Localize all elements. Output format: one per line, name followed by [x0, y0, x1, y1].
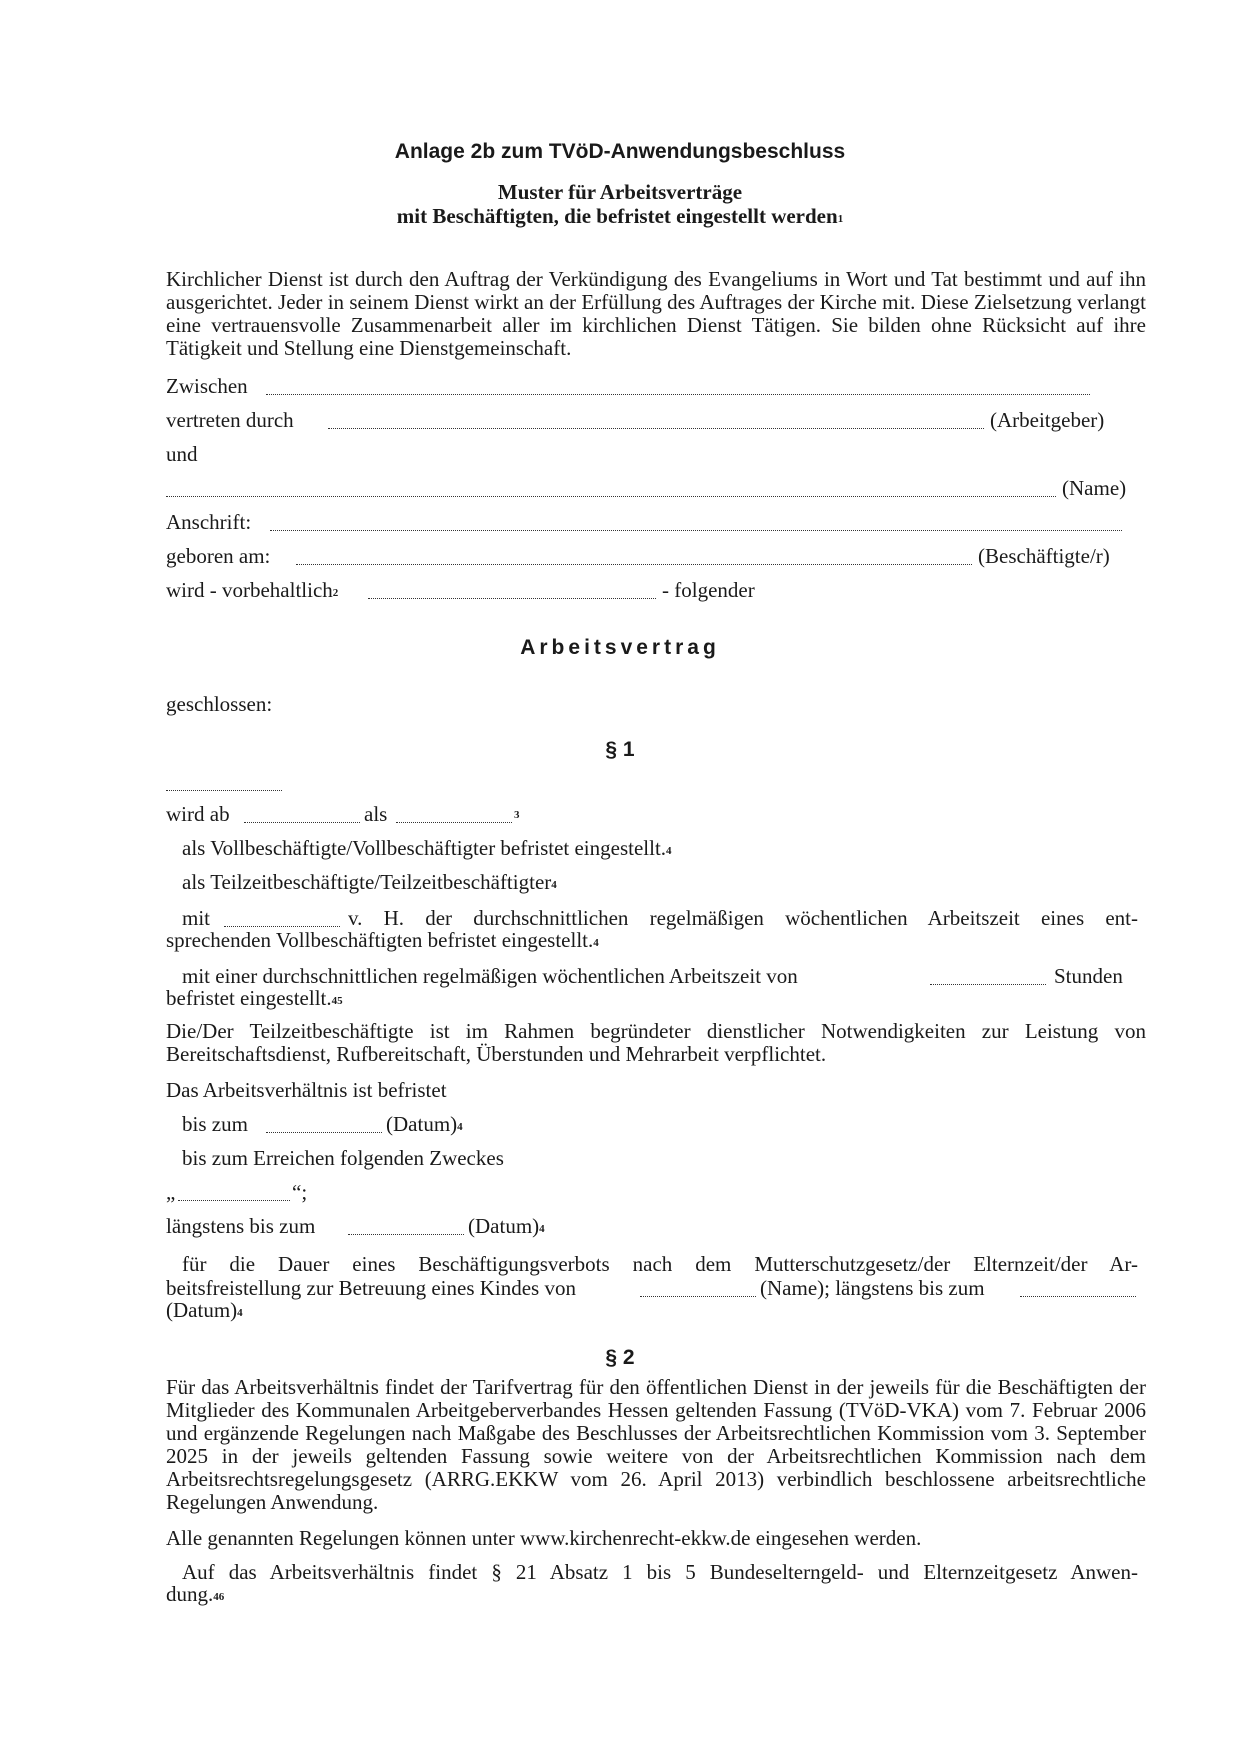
- field-until-date[interactable]: [1020, 1296, 1136, 1297]
- label-folgender: - folgender: [662, 578, 755, 602]
- label-geboren-am: geboren am:: [166, 544, 271, 568]
- label-befristet: Das Arbeitsverhältnis ist befristet: [166, 1078, 447, 1102]
- footnote-marker: 46: [213, 1591, 225, 1603]
- footnote-marker: 4: [593, 937, 599, 949]
- footnote-marker: 4: [666, 845, 672, 857]
- field-percentage[interactable]: [224, 926, 340, 927]
- text-stunden-line2: befristet eingestellt.45: [166, 986, 343, 1010]
- label-stunden: Stunden: [1054, 964, 1123, 988]
- field-start-date[interactable]: [244, 822, 360, 823]
- footnote-marker: 4: [551, 879, 557, 891]
- label-bis-zum: bis zum: [182, 1112, 248, 1136]
- label-laengstens: längstens bis zum: [166, 1214, 316, 1238]
- text-dauer-line3: (Datum)4: [166, 1298, 243, 1322]
- teilzeit-paragraph: Die/Der Teilzeitbeschäftigte ist im Rahmen begründeter dienstlicher Notwendigkeiten zur Leistung von Bereitschaftsdienst, Rufbereitschaft, Überstunden und Mehrarbeit verpflichtet.: [166, 1019, 1146, 1066]
- label-als: als: [364, 802, 388, 826]
- footnote-marker: 1: [837, 213, 844, 225]
- field-geboren-am[interactable]: [296, 564, 972, 565]
- quote-close: “;: [292, 1180, 308, 1204]
- field-max-date[interactable]: [348, 1234, 464, 1235]
- text-vh-line1: v. H. der durchschnittlichen regelmäßigen wöchentlichen Arbeitszeit eines ent-: [348, 906, 1138, 930]
- field-anschrift[interactable]: [270, 530, 1122, 531]
- label-zweck: bis zum Erreichen folgenden Zweckes: [182, 1146, 504, 1170]
- field-vorbehaltlich[interactable]: [368, 598, 656, 599]
- section-2-paragraph-2: Alle genannten Regelungen können unter www.kirchenrecht-ekkw.de eingesehen werden.: [166, 1526, 922, 1550]
- document-subtitle-line1: Muster für Arbeitsverträge: [497, 180, 743, 204]
- section-2-paragraph-3-line2: dung.46: [166, 1582, 225, 1606]
- footnote-marker: 2: [332, 587, 339, 599]
- field-name[interactable]: [166, 496, 1056, 497]
- footnote-marker: 4: [237, 1307, 243, 1319]
- text-stunden-line1: mit einer durchschnittlichen regelmäßigen wöchentlichen Arbeitszeit von: [182, 964, 798, 988]
- label-wird-vorbehaltlich: wird - vorbehaltlich2: [166, 578, 339, 602]
- text-vh-line2: sprechenden Vollbeschäftigten befristet eingestellt.4: [166, 928, 599, 952]
- label-und: und: [166, 442, 198, 466]
- label-zwischen: Zwischen: [166, 374, 248, 398]
- label-laengstens-datum: (Datum)4: [468, 1214, 545, 1238]
- footnote-marker: 4: [539, 1223, 545, 1235]
- field-position[interactable]: [396, 822, 512, 823]
- document-subtitle-line2: mit Beschäftigten, die befristet eingestellt werden1: [396, 204, 844, 228]
- section-2-paragraph-1: Für das Arbeitsverhältnis findet der Tarifvertrag für den öffentlichen Dienst in der jeweils für die Beschäftigten der Mitglieder des Kommunalen Arbeitgeberverbandes Hessen geltenden Fassung (TVöD-VKA) vom 7. Februar 2006 und ergänzende Regelungen nach Maßgabe des Beschlusses der Arbeitsrechtlichen Kommission vom 3. September 2025 in der jeweils geltenden Fassung sowie weitere von der Arbeitsrechtlichen Kommission nach dem Arbeitsrechtsregelungsgesetz (ARRG.EKKW vom 26. April 2013) verbindlich beschlossene arbeitsrechtliche Regelungen Anwendung.: [166, 1375, 1146, 1514]
- field-hours[interactable]: [930, 984, 1046, 985]
- footnote-3: 3: [514, 809, 520, 821]
- label-wird-ab: wird ab: [166, 802, 230, 826]
- label-anschrift: Anschrift:: [166, 510, 252, 534]
- label-mit: mit: [182, 906, 211, 930]
- option-teilzeitbeschaeftigt: als Teilzeitbeschäftigte/Teilzeitbeschäftigter4: [182, 870, 557, 894]
- section-1-heading: § 1: [605, 738, 635, 761]
- text-dauer-line2a: beitsfreistellung zur Betreuung eines Kindes von: [166, 1276, 576, 1300]
- field-vertreten-durch[interactable]: [328, 428, 984, 429]
- field-employee-name[interactable]: [166, 790, 282, 791]
- section-2-heading: § 2: [605, 1346, 635, 1369]
- text-dauer-line2b: (Name); längstens bis zum: [760, 1276, 985, 1300]
- field-end-date[interactable]: [266, 1132, 382, 1133]
- contract-title: Arbeitsvertrag: [520, 636, 720, 659]
- label-geschlossen: geschlossen:: [166, 692, 273, 716]
- option-vollbeschaeftigt: als Vollbeschäftigte/Vollbeschäftigter befristet eingestellt.4: [182, 836, 672, 860]
- label-name: (Name): [1062, 476, 1127, 500]
- footnote-marker: 4: [457, 1121, 463, 1133]
- text-dauer-line1: für die Dauer eines Beschäftigungsverbots nach dem Mutterschutzgesetz/der Elternzeit/der Ar-: [182, 1252, 1138, 1276]
- intro-paragraph: Kirchlicher Dienst ist durch den Auftrag der Verkündigung des Evangeliums in Wort und Tat bestimmt und auf ihn ausgerichtet. Jeder in seinem Dienst wirkt an der Erfüllung des Auftrages der Kirche mit. Diese Zielsetzung verlangt eine vertrauensvolle Zusammenarbeit aller im kirchlichen Dienst Tätigen. Sie bilden ohne Rücksicht auf ihre Tätigkeit und Stellung eine Dienstgemeinschaft.: [166, 267, 1146, 360]
- section-2-paragraph-3-line1: Auf das Arbeitsverhältnis findet § 21 Absatz 1 bis 5 Bundeselterngeld- und Elternzeitgesetz Anwen-: [182, 1560, 1138, 1584]
- label-arbeitgeber: (Arbeitgeber): [990, 408, 1105, 432]
- quote-open: „: [166, 1180, 176, 1204]
- field-child-name[interactable]: [640, 1296, 756, 1297]
- field-purpose[interactable]: [178, 1200, 290, 1201]
- label-beschaeftigte: (Beschäftigte/r): [978, 544, 1110, 568]
- label-datum: (Datum)4: [386, 1112, 463, 1136]
- footnote-marker: 45: [331, 995, 343, 1007]
- document-title: Anlage 2b zum TVöD-Anwendungsbeschluss: [394, 140, 846, 163]
- label-vertreten-durch: vertreten durch: [166, 408, 294, 432]
- field-zwischen[interactable]: [266, 394, 1090, 395]
